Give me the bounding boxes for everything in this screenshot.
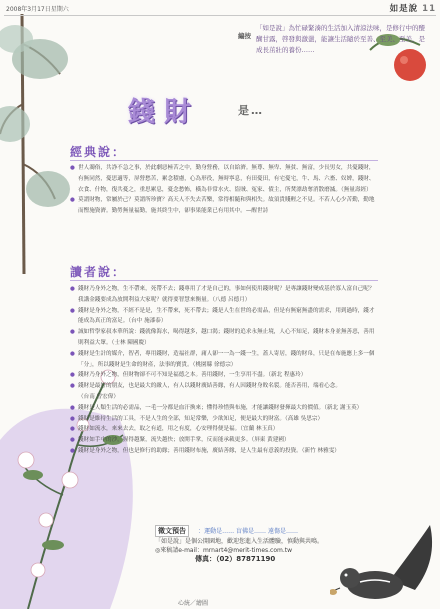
list-item	[70, 327, 378, 349]
item-text: 誠如哲學家叔本華所說：錢就像海水，喝得越多，越口渴；錢財的追求永無止境，人心不知足，錢財本身並無善惡，善用則利益大眾。	[78, 329, 375, 346]
item-source: （高雄 吳思宗）	[284, 415, 324, 422]
bullet-icon: ●	[70, 426, 75, 433]
item-text: 錢財如手中的沙，握得越緊，流失越快；放開手掌，反而能承載更多。	[78, 437, 252, 444]
bullet-icon: ●	[70, 372, 75, 379]
list-item	[70, 403, 378, 414]
list-item	[70, 284, 378, 306]
editor-note-text: 「如是說」為忙碌緊湊的生活加入清涼法味，是修行中的醍醐甘露，啓發與激盪，能讓生活隨於至善、至美、至美，是成長茁壯的養份……	[256, 24, 425, 54]
bullet-icon: ●	[70, 437, 75, 444]
item-source: （士林 陳國慶）	[111, 339, 150, 346]
issue-date: 2008年3月17日星期六	[6, 6, 69, 13]
call-description: 「如是說」是個公開園地，歡迎您進入生活體驗，慎動與共鳴。	[155, 538, 324, 545]
column-name: 如是說	[389, 4, 419, 14]
topic-link[interactable]: 運動是……	[204, 528, 235, 535]
pine-tree-illustration	[0, 14, 70, 274]
bullet-icon: ●	[70, 404, 75, 411]
header-bar	[4, 3, 436, 16]
bullet-icon: ●	[70, 350, 75, 357]
readers-list	[70, 284, 378, 457]
list-item	[70, 195, 378, 217]
item-source: （桃園縣 徐德宗）	[192, 361, 237, 368]
bullet-icon: ●	[70, 447, 75, 454]
item-text: 錢財是身外之物，不經不是是，生不帶來，死不帶去；錢是人生在世的必需品，但是有無窮無盡的需求，用到過時，錢才能成為真正的富足。	[78, 307, 375, 325]
item-source: （宜蘭 林玉真）	[240, 426, 279, 433]
item-source: （新北 程惠玲）	[268, 372, 307, 379]
column-brand	[390, 2, 436, 14]
item-text: 錢財乃身外之物，生不帶來，死帶不去；錢專用了才是自己的，事如何使用錢財呢？是專讓錢財變成基於寡人富自己呢？我講金錢要成為放開利益大家呢？就得要智慧來衡量。	[78, 286, 375, 303]
item-text: 錢財乃身外之物，但財物卻不可不知是福德之本。善用錢財，一生享用不盡。	[78, 372, 269, 379]
page-number: 11	[422, 4, 436, 14]
item-text: 錢財是生計的媒介，智者，專用錢財，造福社群，庸人卻一一為一錢一生，蓋人寄居，錢的財帛，只是在布施應上多一個「分」，所以錢財是生命的財產，法事的寶貴。	[78, 350, 375, 368]
item-text: 錢財是最好的朋友，也是最大的敵人，有人以錢財廣結善緣，有人因錢財身敗名裂。能否善用，端看心念。	[78, 383, 341, 390]
item-source: （新北 謝玉英）	[324, 404, 363, 411]
section-divider	[70, 160, 378, 161]
page-title-suffix: 是…	[238, 104, 264, 117]
list-item	[70, 414, 378, 425]
bullet-icon: ●	[70, 197, 75, 204]
list-item	[70, 424, 378, 435]
squirrel-illustration	[330, 520, 440, 609]
item-source: （台中 施漆泰）	[128, 318, 167, 325]
list-item	[70, 435, 378, 446]
editor-note-tag: 編按	[238, 32, 251, 40]
bullet-icon: ●	[70, 383, 75, 390]
bullet-icon: ●	[70, 329, 75, 336]
topic-list: ：運動是…… 盲佛是…… 遠傷是……	[198, 528, 298, 535]
section-heading-scripture: 經典說：	[70, 145, 127, 159]
item-source: （台南 曾宏偉）	[78, 393, 119, 400]
item-text: 莫謂財物，常屬於己？莫謂所珍寶？高天人不失去苦樂，常得相隨和與相失。故須貴賤輕之不見。不若人心少苦勤，勤地而慳施資濟。勤勞無量福勤，施其終生中，卻事果能業已有用其中。	[78, 197, 375, 215]
item-source: （八德 呂德月）	[212, 296, 251, 303]
list-item	[70, 446, 378, 457]
item-text: 錢財是人類生活的必需品，一毛一分都是血汗換來；懂得珍惜與布施，才能讓錢財發揮最大的價值。	[78, 404, 325, 411]
list-item	[70, 370, 378, 381]
call-title: 徵文預告	[155, 525, 189, 537]
item-text: 錢財是維持生活的工具，不是人生的全部，知足常樂，少欲知足，便是最大的財富。	[78, 415, 285, 422]
list-item	[70, 349, 378, 371]
page-title: 錢財	[128, 97, 200, 128]
call-for-submissions	[155, 518, 325, 564]
bullet-icon: ●	[70, 307, 75, 314]
item-text: 世人濁俗，共諍不急之事，於此劇惡極苦之中，勤身營務，以自給濟。無尊、無卑、無貧、無富，少長男女，共憂錢財，有無同然，憂思適等，屏營愁苦，累念積慮，心為形役，無時寧息，有田憂田，有宅憂宅，牛、馬、六畜、奴婢，錢財、衣食、什物，復共憂之，重思累息，憂念愁怖，橫為非常水火、盜賊、冤家、債主，所焚漂劫奪消散磨滅。	[78, 165, 375, 193]
topic-link[interactable]: 盲佛是……	[236, 528, 267, 535]
item-source: （新竹 林雅雯）	[301, 447, 340, 454]
fax-line	[155, 555, 325, 564]
fax-number: （02）87871190	[216, 555, 276, 563]
illustration-credit: 心統／繪圖	[178, 600, 209, 607]
item-text: 錢財是身外之物，但也是修行的助緣；善用錢財布施，廣結善緣，是人生最有意義的投資。	[78, 447, 302, 454]
list-item	[70, 381, 378, 403]
section-heading-readers: 讀者說：	[70, 265, 127, 279]
bullet-icon: ●	[70, 286, 75, 292]
submission-email[interactable]: ◎來稿請e-mail：mrnart4@merit-times.com.tw	[155, 547, 293, 554]
list-item	[70, 306, 378, 328]
item-source: （屏東 黃建國）	[251, 437, 290, 444]
bullet-icon: ●	[70, 165, 75, 171]
topic-link[interactable]: 遠傷是……	[267, 528, 298, 535]
item-source: —醒世詩	[245, 208, 269, 215]
bullet-icon: ●	[70, 415, 75, 422]
item-text: 錢財如流水，來來去去，取之有道，用之有度，心安理得便是福。	[78, 426, 241, 433]
list-item	[70, 163, 378, 195]
fax-label: 傳真：	[195, 555, 216, 563]
scripture-list	[70, 163, 378, 217]
item-source: （無量壽經）	[340, 186, 372, 193]
section-divider	[70, 280, 378, 281]
